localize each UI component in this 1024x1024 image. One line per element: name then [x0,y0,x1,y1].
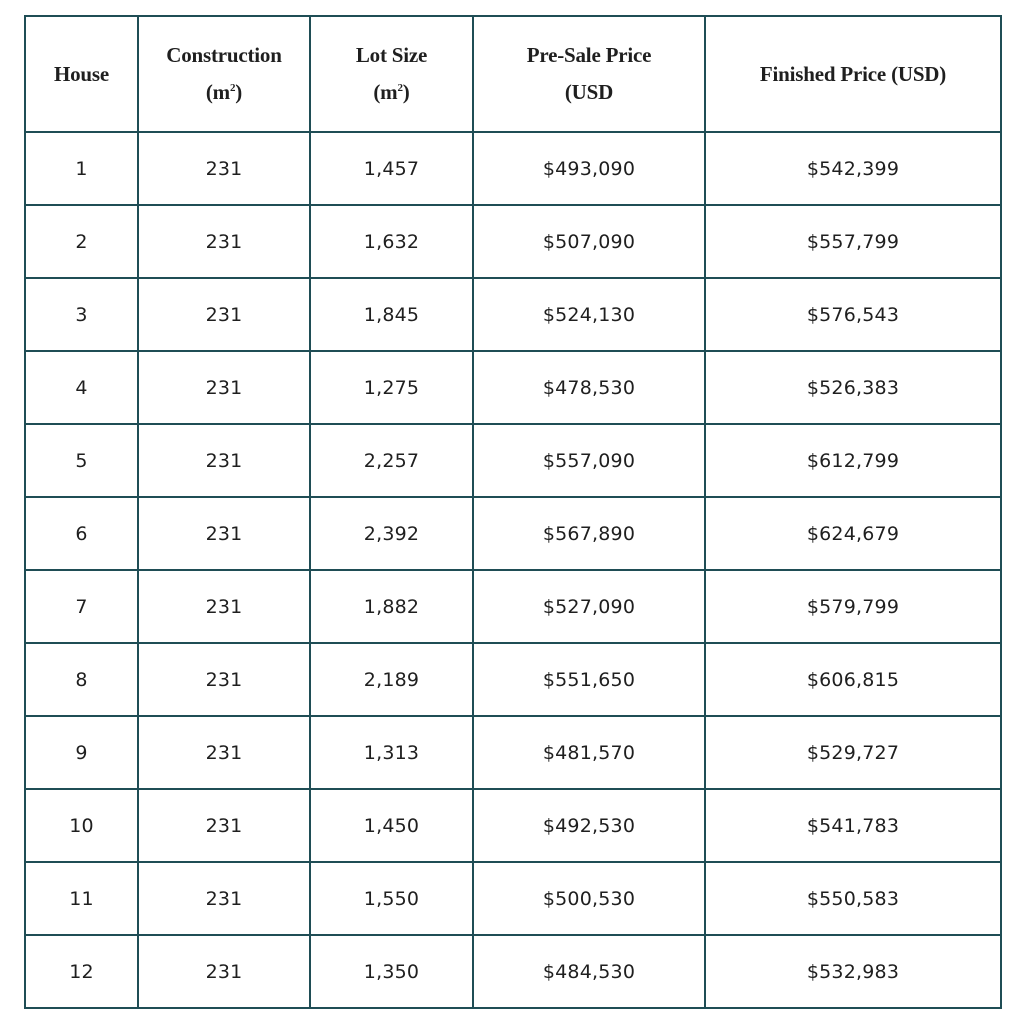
table-row [25,789,1001,862]
cell-construction: 231 [138,205,310,278]
cell-lot-size: 2,392 [310,497,473,570]
header-construction-unit [139,74,309,111]
cell-lot-size: 1,350 [310,935,473,1008]
header-lot-size [310,16,473,132]
cell-construction: 231 [138,424,310,497]
cell-presale-price: $500,530 [473,862,705,935]
cell-finished-price: $541,783 [705,789,1001,862]
cell-house: 2 [25,205,138,278]
cell-lot-size: 1,550 [310,862,473,935]
table-row [25,132,1001,205]
header-lot-size-label: Lot Size [355,43,428,68]
cell-house: 8 [25,643,138,716]
table-row [25,570,1001,643]
house-pricing-table [24,15,1002,1009]
cell-finished-price: $579,799 [705,570,1001,643]
cell-house: 4 [25,351,138,424]
cell-finished-price: $612,799 [705,424,1001,497]
table-row [25,935,1001,1008]
cell-house: 7 [25,570,138,643]
cell-construction: 231 [138,351,310,424]
cell-presale-price: $524,130 [473,278,705,351]
table-row [25,278,1001,351]
table-row [25,497,1001,570]
cell-presale-price: $478,530 [473,351,705,424]
cell-house: 1 [25,132,138,205]
cell-presale-price: $557,090 [473,424,705,497]
cell-finished-price: $624,679 [705,497,1001,570]
header-house [25,16,138,132]
header-row [25,16,1001,132]
header-construction-label: Construction [166,43,282,68]
cell-construction: 231 [138,862,310,935]
cell-house: 11 [25,862,138,935]
cell-presale-price: $507,090 [473,205,705,278]
cell-presale-price: $551,650 [473,643,705,716]
cell-house: 3 [25,278,138,351]
table-row [25,205,1001,278]
construction-unit-sup: 2 [229,82,236,94]
cell-lot-size: 1,845 [310,278,473,351]
construction-unit-close: ) [235,80,243,104]
cell-lot-size: 1,275 [310,351,473,424]
cell-construction: 231 [138,132,310,205]
cell-house: 6 [25,497,138,570]
cell-construction: 231 [138,716,310,789]
table-header [25,16,1001,132]
cell-finished-price: $526,383 [705,351,1001,424]
cell-finished-price: $542,399 [705,132,1001,205]
lot-unit-open: (m [373,80,398,104]
cell-finished-price: $529,727 [705,716,1001,789]
cell-construction: 231 [138,789,310,862]
cell-presale-price: $492,530 [473,789,705,862]
cell-lot-size: 1,457 [310,132,473,205]
cell-presale-price: $493,090 [473,132,705,205]
table-body [25,132,1001,1008]
cell-finished-price: $606,815 [705,643,1001,716]
cell-finished-price: $550,583 [705,862,1001,935]
cell-construction: 231 [138,497,310,570]
header-construction [138,16,310,132]
cell-lot-size: 2,257 [310,424,473,497]
cell-finished-price: $532,983 [705,935,1001,1008]
cell-house: 9 [25,716,138,789]
cell-presale-price: $481,570 [473,716,705,789]
header-presale-unit: (USD [564,80,614,104]
cell-construction: 231 [138,643,310,716]
table-row [25,351,1001,424]
pricing-table-container [24,15,1000,1009]
table-row [25,643,1001,716]
cell-lot-size: 1,450 [310,789,473,862]
header-house-label: House [53,61,109,86]
cell-construction: 231 [138,935,310,1008]
cell-construction: 231 [138,570,310,643]
header-presale-label: Pre-Sale Price [526,43,652,68]
cell-presale-price: $527,090 [473,570,705,643]
cell-lot-size: 1,882 [310,570,473,643]
cell-house: 5 [25,424,138,497]
cell-lot-size: 1,313 [310,716,473,789]
cell-presale-price: $567,890 [473,497,705,570]
cell-presale-price: $484,530 [473,935,705,1008]
lot-unit-sup: 2 [397,82,403,94]
header-presale-price [473,16,705,132]
table-row [25,424,1001,497]
cell-house: 12 [25,935,138,1008]
header-lot-size-unit [311,74,472,111]
header-finished-label: Finished Price (USD) [759,61,947,86]
lot-unit-close: ) [402,80,410,104]
construction-unit-open: (m [205,80,230,104]
cell-finished-price: $576,543 [705,278,1001,351]
cell-lot-size: 1,632 [310,205,473,278]
table-row [25,862,1001,935]
cell-lot-size: 2,189 [310,643,473,716]
header-finished-price [705,16,1001,132]
cell-construction: 231 [138,278,310,351]
cell-house: 10 [25,789,138,862]
table-row [25,716,1001,789]
cell-finished-price: $557,799 [705,205,1001,278]
